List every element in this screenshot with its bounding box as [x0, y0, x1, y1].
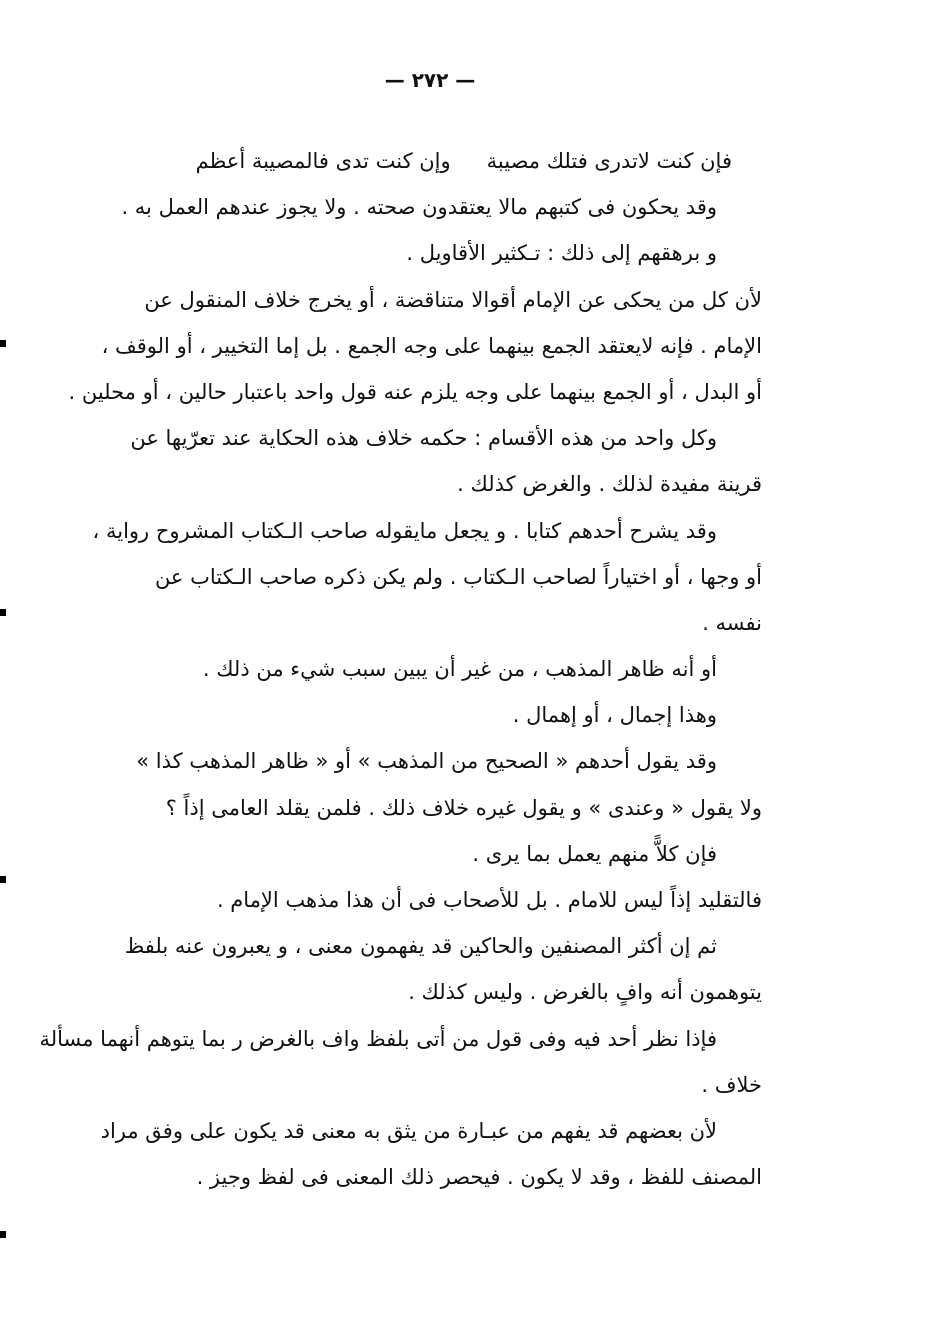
text-line: يتوهمون أنه وافٍ بالغرض . وليس كذلك . [408, 980, 762, 1005]
text-line: قرينة مفيدة لذلك . والغرض كذلك . [457, 472, 762, 497]
text-line: أو وجها ، أو اختياراً لصاحب الـكتاب . ولم يكن ذكره صاحب الـكتاب عن [154, 564, 762, 589]
margin-mark [0, 340, 6, 347]
text-line: لأن بعضهم قد يفهم من عبـارة من يثق به معنى قد يكون على وفق مراد [100, 1118, 717, 1143]
text-line: فالتقليد إذاً ليس للامام . بل للأصحاب فى أن هذا مذهب الإمام . [216, 888, 762, 912]
text-line: ثم إن أكثر المصنفين والحاكين قد يفهمون معنى ، و يعبرون عنه بلفظ [124, 934, 717, 959]
text-line: أو البدل ، أو الجمع بينهما على وجه يلزم عنه قول واحد باعتبار حالين ، أو محلين . [68, 379, 762, 404]
page-number: — ٢٧٢ — [384, 68, 476, 92]
hemistich-right: فإن كنت لاتدرى فتلك مصيبة [486, 149, 732, 173]
text-line: خلاف . [701, 1072, 762, 1097]
text-line: وقد يشرح أحدهم كتابا . و يجعل مايقوله صاحب الـكتاب المشروح رواية ، [92, 518, 717, 543]
hemistich-left: وإن كنت تدى فالمصيبة أعظم [195, 149, 451, 173]
margin-mark [0, 609, 6, 616]
text-line: فإذا نظر أحد فيه وفى قول من أتى بلفظ واف بالغرض ر بما يتوهم أنهما مسألة [39, 1026, 717, 1051]
text-line: وكل واحد من هذه الأقسام : حكمه خلاف هذه الحكاية عند تعرّيها عن [130, 426, 717, 451]
text-line: وقد يقول أحدهم « الصحيح من المذهب » أو « ظاهر المذهب كذا » [136, 749, 717, 774]
text-line: وقد يحكون فى كتبهم مالا يعتقدون صحته . ولا يجوز عندهم العمل به . [121, 195, 717, 220]
margin-mark [0, 1231, 6, 1238]
text-line: ولا يقول « وعندى » و يقول غيره خلاف ذلك . فلمن يقلد العامى إذاً ؟ [165, 795, 762, 820]
text-line: وهذا إجمال ، أو إهمال . [512, 703, 717, 728]
text-line: لأن كل من يحكى عن الإمام أقوالا متناقضة ، أو يخرج خلاف المنقول عن [144, 287, 762, 312]
text-line: المصنف للفظ ، وقد لا يكون . فيحصر ذلك المعنى فى لفظ وجيز . [196, 1165, 762, 1190]
body-text [39, 138, 762, 1200]
text-line: و برهقهم إلى ذلك : تـكثير الأقاويل . [406, 241, 717, 266]
margin-mark [0, 876, 6, 883]
poem-verse-line [110, 138, 762, 184]
text-line: فإن كلاًّ منهم يعمل بما يرى . [472, 841, 717, 866]
text-line: الإمام . فإنه لايعتقد الجمع بينهما على وجه الجمع . بل إما التخيير ، أو الوقف ، [101, 333, 762, 358]
text-line: نفسه . [702, 610, 762, 635]
text-line: أو أنه ظاهر المذهب ، من غير أن يبين سبب شيء من ذلك . [202, 657, 717, 682]
